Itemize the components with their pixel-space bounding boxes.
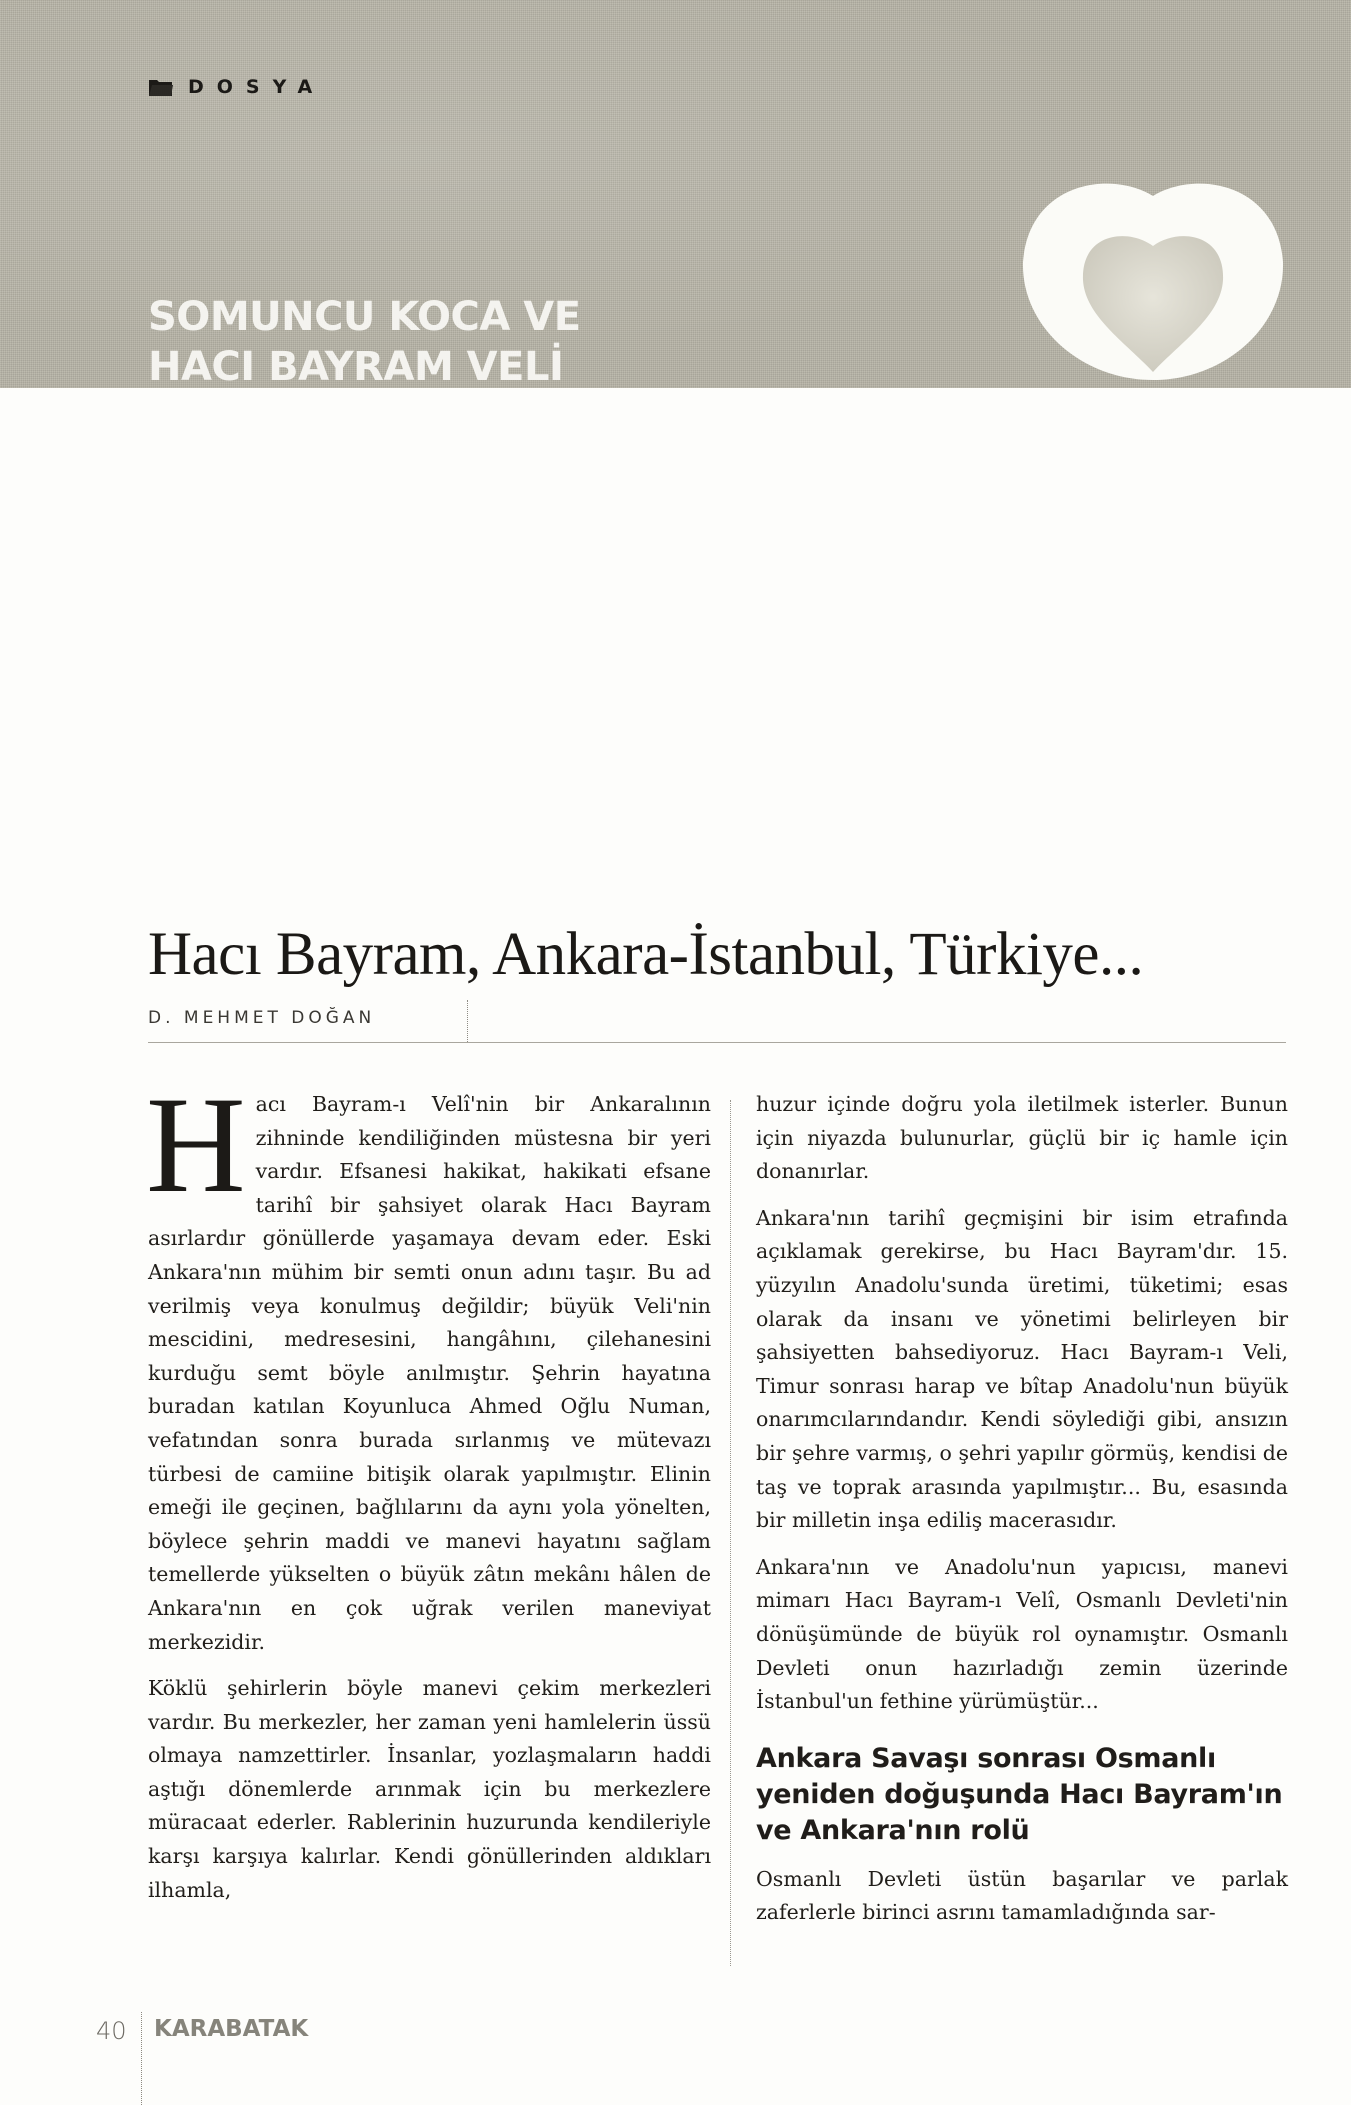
article-title: Hacı Bayram, Ankara-İstanbul, Türkiye... <box>148 921 1144 988</box>
dossier-title <box>148 292 581 392</box>
column-divider <box>730 1100 731 1966</box>
byline-divider <box>467 1000 469 1042</box>
folder-icon <box>148 77 174 97</box>
left-column <box>146 1068 711 1920</box>
footer-divider <box>141 2012 142 2105</box>
paragraph: Ankara'nın tarihî geçmişini bir isim etrafında açıklamak gerekirse, bu Hacı Bayram'dır. 15. yüzyılın Anadolu'sunda üretimi, tüketimi; esas olarak da insanı ve yönetimi belirleyen bir şahsiyetten bahsediyoruz. Hacı Bayram-ı Veli, Timur sonrası harap ve bîtap Anadolu'nun büyük onarımcılarındandır. Kendi söylediği gibi, ansızın bir şehre varmış, o şehri yapılır görmüş, kendisi de taş ve toprak arasında yapılmıştır... Bu, esasında bir milletin inşa ediliş macerasıdır. <box>756 1205 1288 1533</box>
paragraph: huzur içinde doğru yola iletilmek isterler. Bunun için niyazda bulunurlar, güçlü bir iç hamle için donanırlar. <box>756 1092 1288 1184</box>
dossier-title-line: SOMUNCU KOCA VE <box>148 294 581 340</box>
dropcap: H <box>146 1068 246 1221</box>
page-number: 40 <box>96 2017 127 2045</box>
section-subheading: Ankara Savaşı sonrası Osmanlı yeniden doğuşunda Hacı Bayram'ın ve Ankara'nın rolü <box>756 1742 1283 1846</box>
right-column <box>756 1088 1288 1943</box>
section-label: DOSYA <box>188 76 326 98</box>
section-tag <box>148 76 325 98</box>
author-byline: D. MEHMET DOĞAN <box>148 1008 376 1028</box>
title-rule <box>148 1042 1286 1043</box>
paragraph: Osmanlı Devleti üstün başarılar ve parlak zaferlerle birinci asrını tamamladığında sar- <box>756 1866 1288 1925</box>
magazine-name: KARABATAK <box>154 2016 309 2042</box>
dossier-banner <box>0 0 1351 388</box>
dossier-title-line: HACI BAYRAM VELİ <box>148 344 564 390</box>
paragraph-text: acı Bayram-ı Velî'nin bir Ankaralının zihninde kendiliğinden müstesna bir yeri vardır. Efsanesi hakikat, hakikati efsane tarihî bir şahsiyet olarak Hacı Bayram asırlardır gönüllerde yaşamaya devam eder. Eski Ankara'nın mühim bir semti onun adını taşır. Bu ad verilmiş veya konulmuş değildir; büyük Veli'nin mescidini, medresesini, hangâhını, çilehanesini kurduğu semt böyle anılmıştır. Şehrin hayatına buradan katılan Koyunluca Ahmed Oğlu Numan, vefatından sonra burada sırlanmış ve mütevazı türbesi de camiine bitişik olarak yapılmıştır. Elinin emeği ile geçinen, bağlılarını da aynı yola yönelten, böylece şehrin maddi ve manevi hayatını sağlam temellerde yükselten o büyük zâtın mekânı hâlen de Ankara'nın en çok uğrak verilen maneviyat merkezidir. <box>148 1092 711 1654</box>
heart-logo-icon <box>1021 176 1285 380</box>
paragraph <box>146 1068 711 1659</box>
paragraph: Köklü şehirlerin böyle manevi çekim merkezleri vardır. Bu merkezler, her zaman yeni hamlelerin üssü olmaya namzettirler. İnsanlar, yozlaşmaların haddi aştığı dönemlerde arınmak için bu merkezlere müracaat ederler. Rablerinin huzurunda kendileriyle karşı karşıya kalırlar. Kendi gönüllerinden aldıkları ilhamla, <box>148 1676 711 1902</box>
paragraph: Ankara'nın ve Anadolu'nun yapıcısı, manevi mimarı Hacı Bayram-ı Velî, Osmanlı Devleti'nin dönüşümünde de büyük rol oynamıştır. Osmanlı Devleti onun hazırladığı zemin üzerinde İstanbul'un fethine yürümüştür... <box>756 1554 1288 1714</box>
